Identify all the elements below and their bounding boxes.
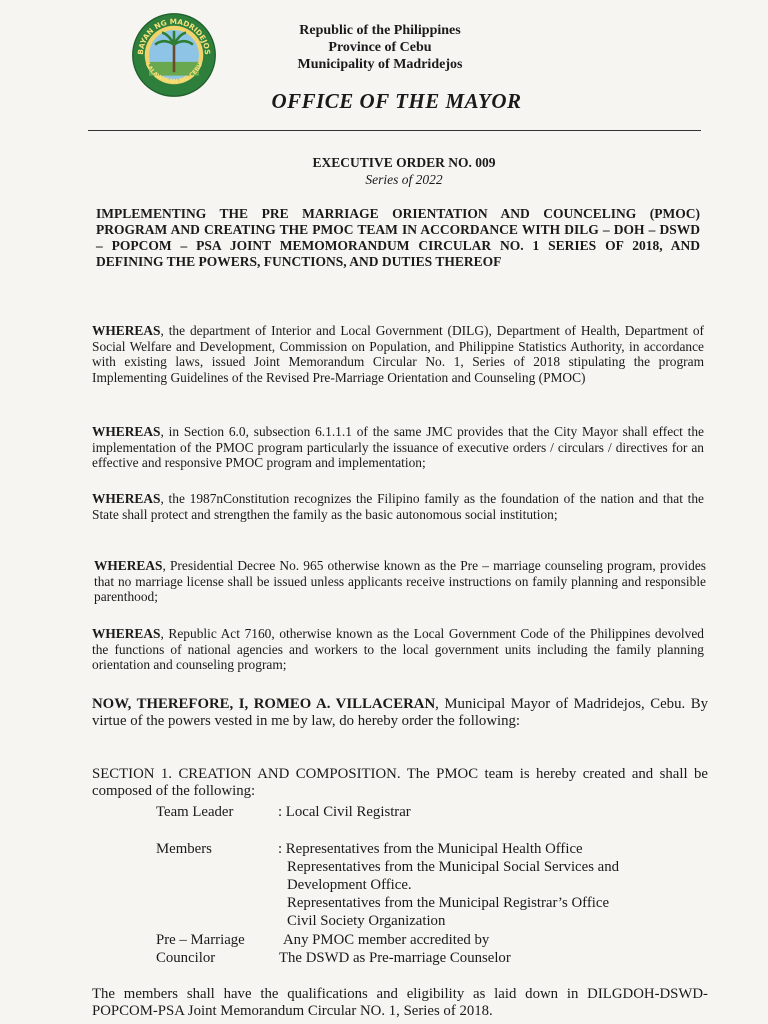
header-divider — [88, 130, 701, 131]
whereas-text: , Presidential Decree No. 965 otherwise known as the Pre – marriage counseling program, provides that no marriage license shall be issued unless applicants receive instructions on family planning and responsible parenthood; — [94, 558, 706, 604]
councilor-label — [156, 931, 266, 967]
letterhead-line-1: Republic of the Philippines — [299, 23, 461, 38]
order-series: Series of 2022 — [365, 172, 443, 187]
member-item: : Representatives from the Municipal Health Office — [278, 841, 583, 857]
councilor-label-line: Pre – Marriage — [156, 932, 245, 948]
section-1-closing: The members shall have the qualifications and eligibility as laid down in DILGDOH-DSWD-POPCOM-PSA Joint Memorandum Circular NO. 1, Series of 2018. — [92, 986, 708, 1019]
therefore-lead: NOW, THEREFORE, I, ROMEO A. VILLACERAN — [92, 696, 436, 712]
letterhead — [255, 22, 505, 73]
order-title: EXECUTIVE ORDER NO. 009 — [312, 155, 496, 170]
members-list — [278, 840, 698, 930]
letterhead-line-2: Province of Cebu — [328, 40, 432, 55]
whereas-lead: WHEREAS — [92, 491, 161, 506]
seal-text-top: BAYAN NG MADRIDEJOS — [135, 16, 213, 56]
order-subject: IMPLEMENTING THE PRE MARRIAGE ORIENTATION AND COUNCELING (PMOC) PROGRAM AND CREATING THE PMOC TEAM IN ACCORDANCE WITH DILG – DOH – DSWD – POPCOM – PSA JOINT MEMOMORANDUM CIRCULAR NO. 1 SERIES OF 2018, AND DEFINING THE POWERS, FUNCTIONS, AND DUTIES THEREOF — [96, 206, 700, 269]
member-item: Development Office. — [287, 877, 412, 893]
members-label: Members — [156, 841, 212, 857]
therefore-text: , Municipal Mayor of Madridejos, Cebu. By virtue of the powers vested in me by law, do hereby order the following: — [92, 696, 708, 729]
whereas-paragraph-5 — [92, 626, 704, 673]
councilor-value-line: Any PMOC member accredited by — [283, 932, 490, 948]
section-1-intro: SECTION 1. CREATION AND COMPOSITION. The PMOC team is hereby created and shall be composed of the following: — [92, 766, 708, 799]
whereas-lead: WHEREAS — [92, 626, 161, 641]
councilor-label-line: Councilor — [156, 950, 216, 966]
whereas-paragraph-4 — [94, 558, 706, 605]
whereas-paragraph-2 — [92, 424, 704, 471]
office-title: OFFICE OF THE MAYOR — [271, 89, 522, 113]
whereas-text: , Republic Act 7160, otherwise known as the Local Government Code of the Philippines devolved the functions of national agencies and workers to the local government units including the family planning orientation and counseling program; — [92, 626, 704, 672]
whereas-lead: WHEREAS — [92, 424, 161, 439]
whereas-lead: WHEREAS — [94, 558, 163, 573]
councilor-value — [279, 931, 703, 967]
whereas-lead: WHEREAS — [92, 323, 161, 338]
team-leader-label: Team Leader — [156, 804, 234, 820]
whereas-paragraph-1 — [92, 323, 704, 385]
municipal-seal-logo — [131, 12, 217, 98]
councilor-value-line: The DSWD as Pre-marriage Counselor — [279, 950, 511, 966]
whereas-text: , the 1987nConstitution recognizes the Filipino family as the foundation of the nation and that the State shall protect and strengthen the family as the basic autonomous social institution; — [92, 491, 704, 522]
member-item: Civil Society Organization — [287, 913, 446, 929]
team-leader-value: : Local Civil Registrar — [278, 804, 411, 820]
letterhead-line-3: Municipality of Madridejos — [297, 57, 463, 72]
therefore-clause — [92, 696, 708, 730]
whereas-paragraph-3 — [92, 491, 704, 522]
whereas-text: , in Section 6.0, subsection 6.1.1.1 of the same JMC provides that the City Mayor shall effect the implementation of the PMOC program particularly the issuance of executive orders / circulars / directives for an effective and responsive PMOC program and implementation; — [92, 424, 704, 470]
whereas-text: , the department of Interior and Local Government (DILG), Department of Health, Department of Social Welfare and Development, Commission on Population, and Philippine Statistics Authority, in accordance with existing laws, issued Joint Memorandum Circular No. 1, Series of 2018 stipulating the program Implementing Guidelines of the Revised Pre-Marriage Orientation and Counseling (PMOC) — [92, 323, 704, 385]
member-item: Representatives from the Municipal Social Services and — [287, 859, 620, 875]
seal-text-bottom: LALAWIGAN NG CEBU — [143, 61, 205, 86]
member-item: Representatives from the Municipal Registrar’s Office — [287, 895, 610, 911]
